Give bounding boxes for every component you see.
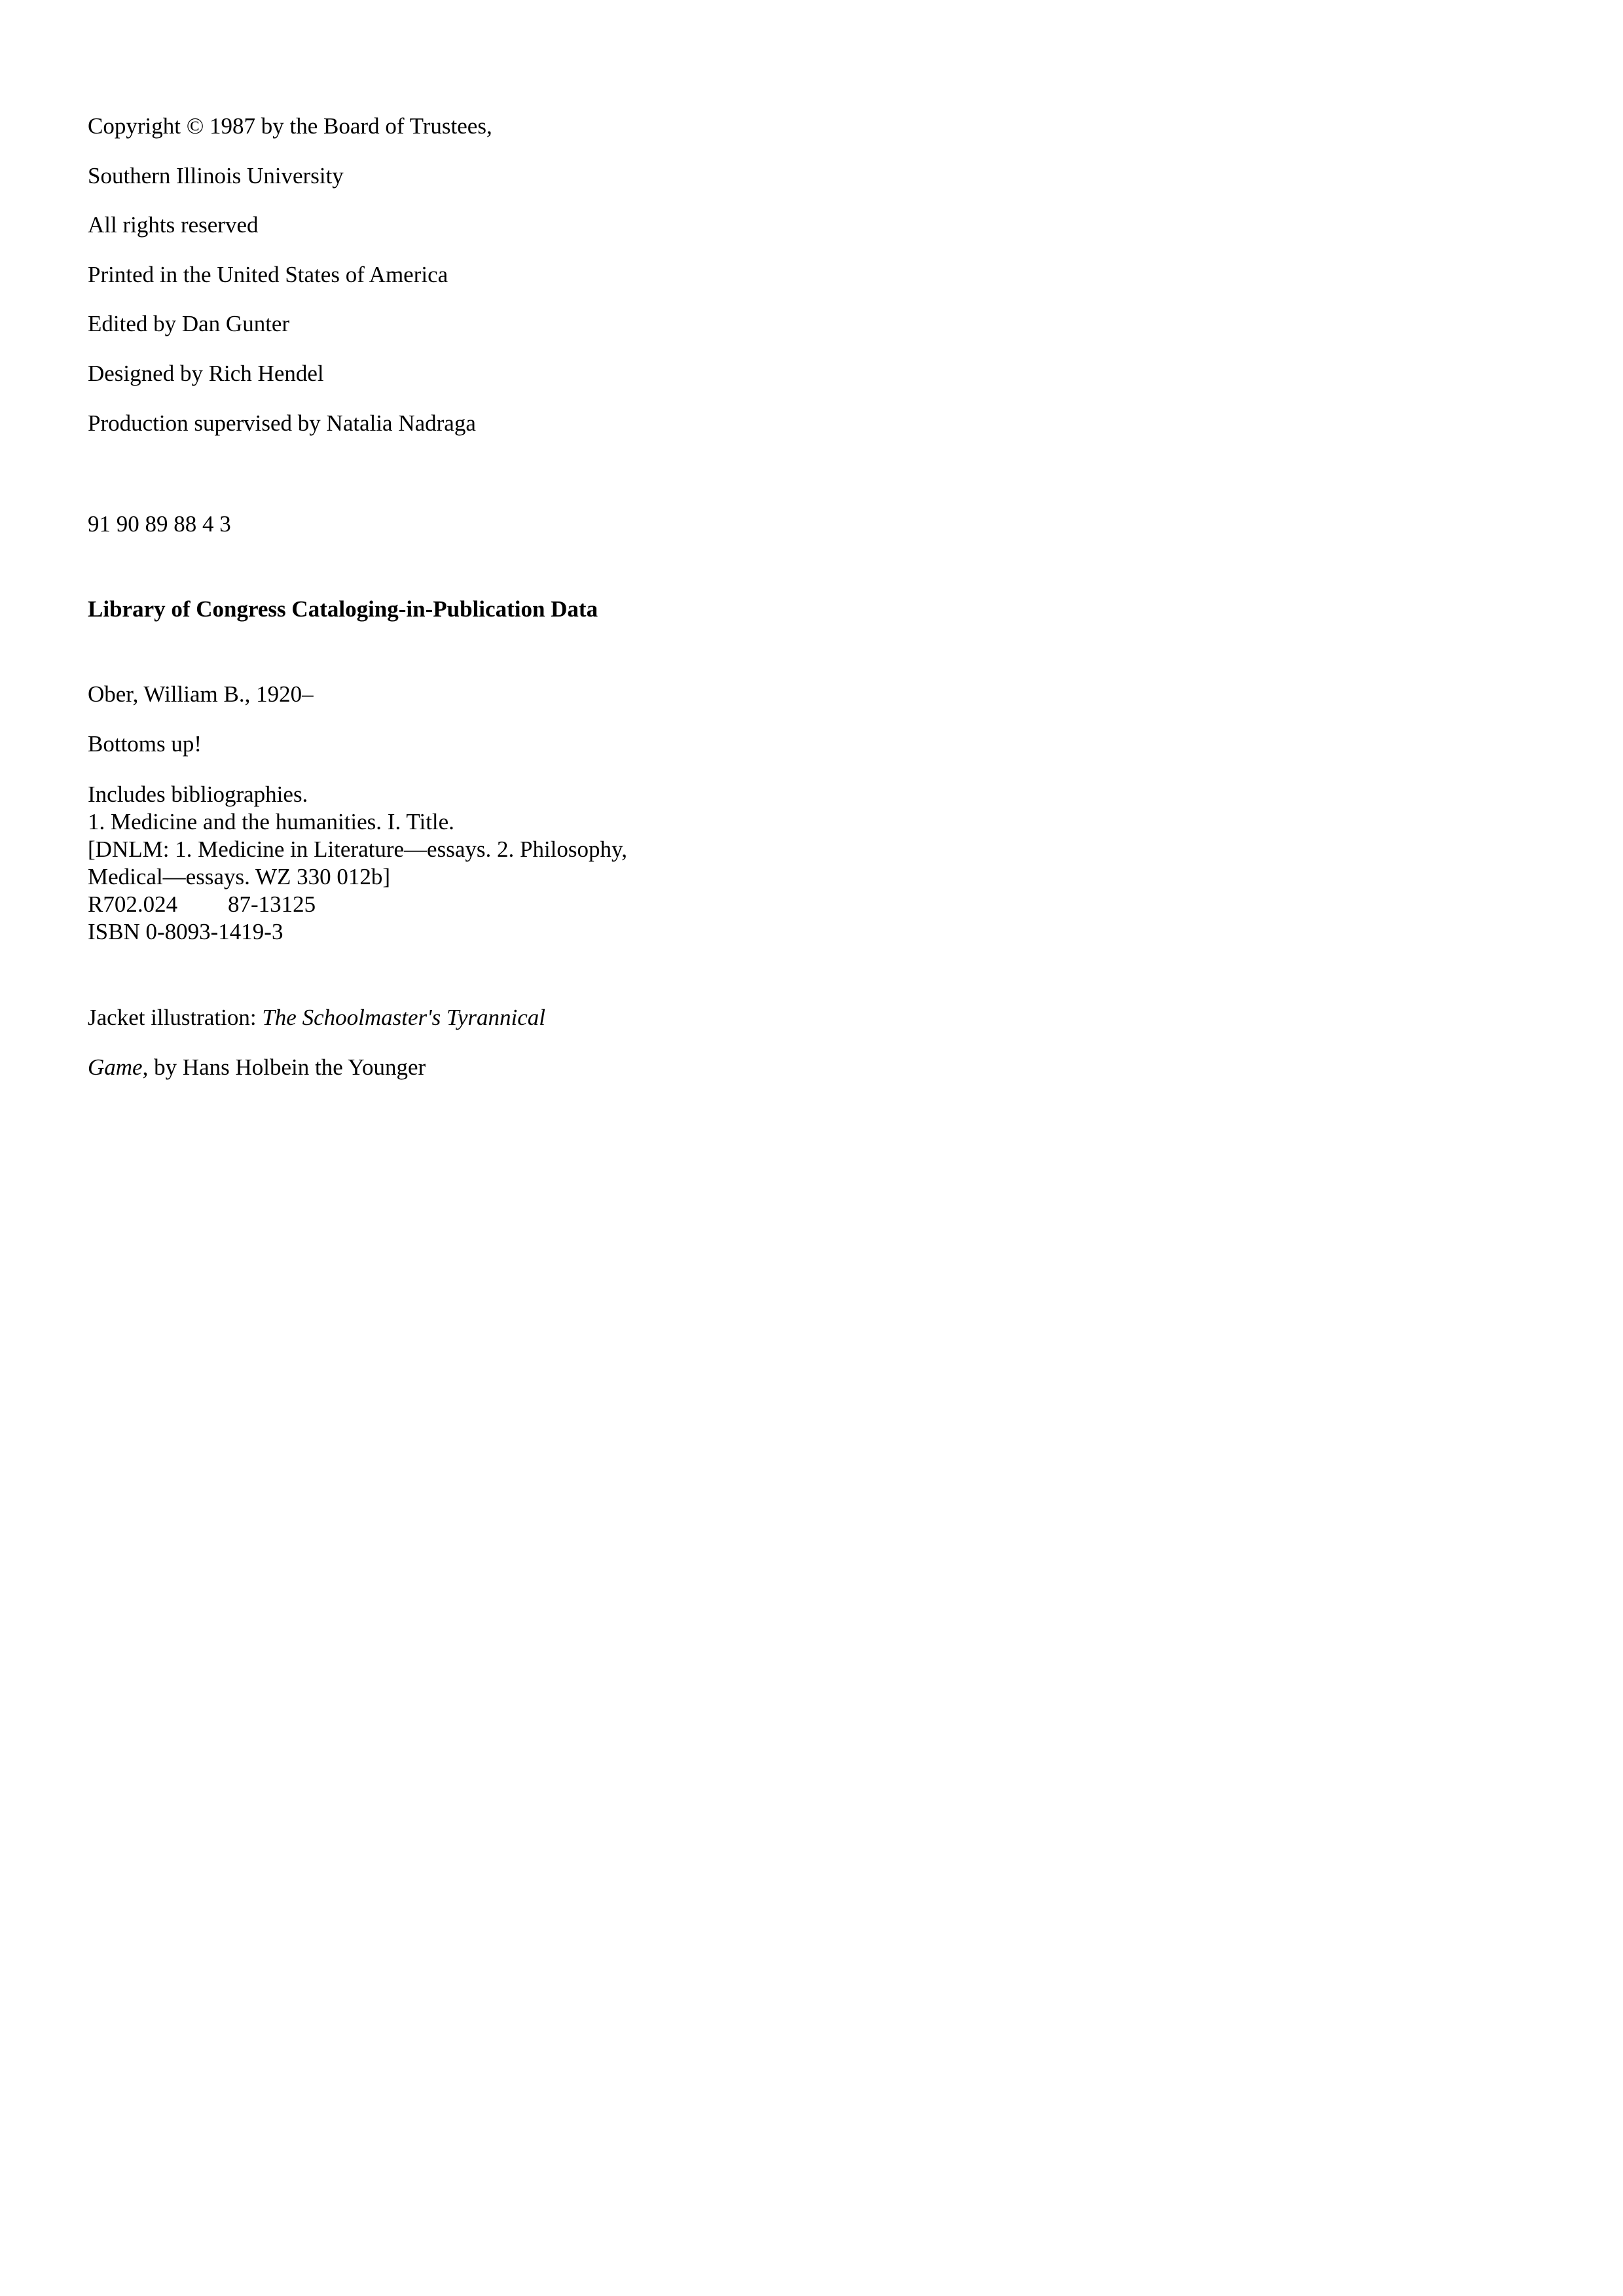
cip-isbn: ISBN 0-8093-1419-3: [88, 919, 283, 944]
designer-line: Designed by Rich Hendel: [88, 361, 324, 386]
cip-heading: Library of Congress Cataloging-in-Publication Data: [88, 596, 598, 622]
cip-note: Includes bibliographies.: [88, 781, 308, 807]
cip-title: Bottoms up!: [88, 731, 202, 757]
printed-line: Printed in the United States of America: [88, 262, 448, 287]
jacket-title-part1: The Schoolmaster's Tyrannical: [262, 1005, 545, 1030]
cip-author: Ober, William B., 1920–: [88, 681, 314, 707]
cip-classification-row: [88, 891, 415, 918]
rights-line: All rights reserved: [88, 212, 259, 238]
printing-number-line: 91 90 89 88 4 3: [88, 511, 231, 537]
cip-note: 1. Medicine and the humanities. I. Title.: [88, 809, 454, 834]
cip-note: Medical—essays. WZ 330 012b]: [88, 864, 391, 889]
cip-note: [DNLM: 1. Medicine in Literature—essays. 2. Philosophy,: [88, 836, 627, 862]
jacket-suffix: , by Hans Holbein the Younger: [142, 1054, 426, 1080]
publisher-line: Southern Illinois University: [88, 163, 344, 188]
editor-line: Edited by Dan Gunter: [88, 311, 290, 336]
production-line: Production supervised by Natalia Nadraga: [88, 410, 476, 436]
cip-lccn: 87-13125: [228, 891, 316, 917]
jacket-title-part2: Game: [88, 1054, 143, 1080]
copyright-line: Copyright © 1987 by the Board of Trustees,: [88, 113, 492, 139]
cip-call-number: R702.024: [88, 891, 178, 917]
jacket-prefix: Jacket illustration:: [88, 1005, 263, 1030]
jacket-line-2: [88, 1054, 426, 1081]
jacket-line-1: [88, 1004, 545, 1031]
